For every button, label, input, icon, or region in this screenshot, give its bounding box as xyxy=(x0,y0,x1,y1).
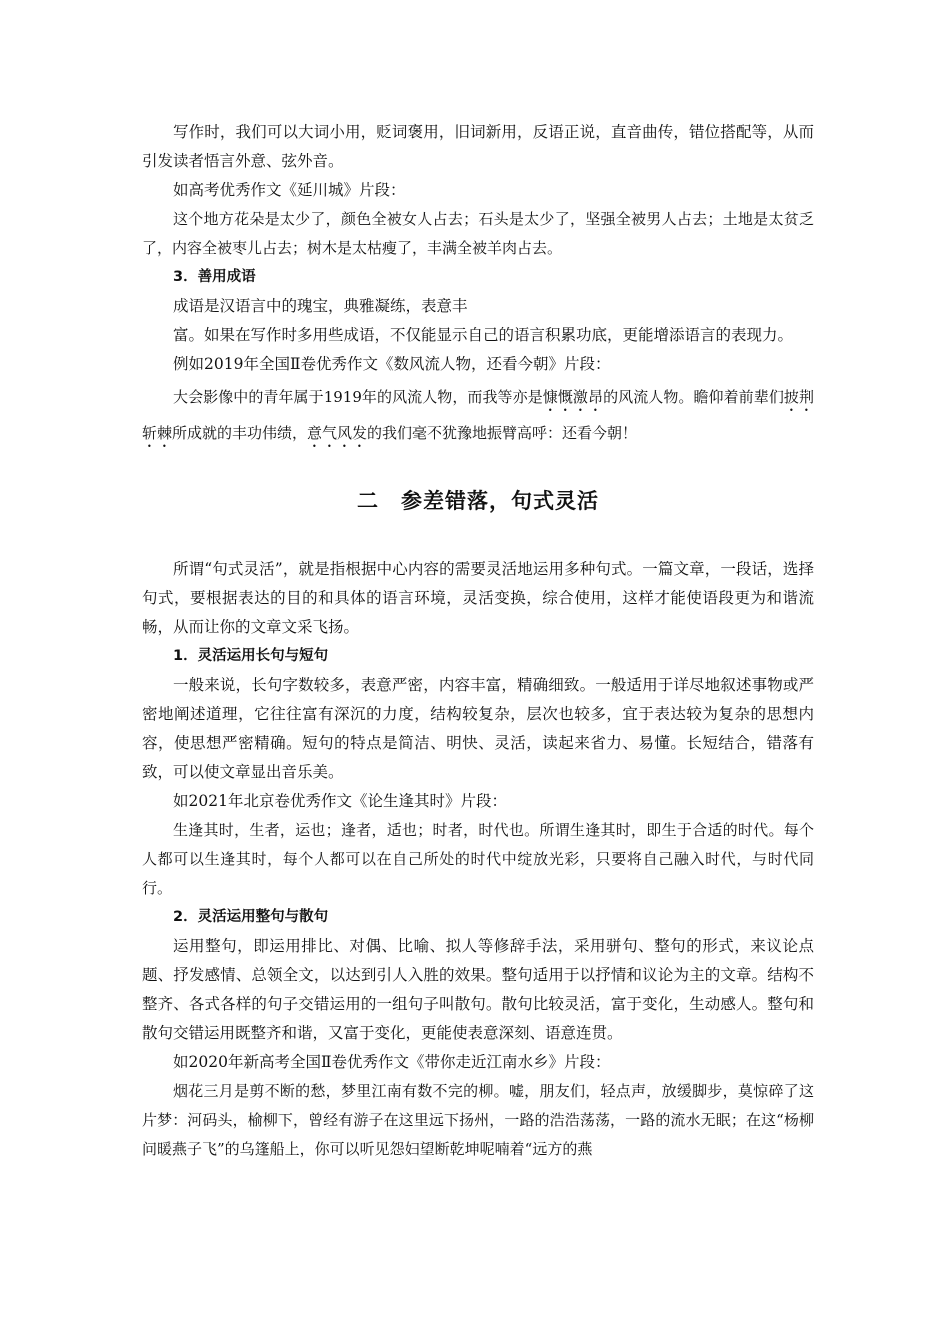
paragraph-parallel-loose: 运用整句，即运用排比、对偶、比喻、拟人等修辞手法，采用骈句、整句的形式，来议论点题、抒发感情、总领全文，以达到引人入胜的效果。整句适用于以抒情和议论为主的文章。结构不整齐、各式各样的句子交错运用的一组句子叫散句。散句比较灵活，富于变化，生动感人。整句和散句交错运用既整齐和谐，又富于变化，更能使表意深刻、语意连贯。 xyxy=(142,937,814,1042)
example-quote-2021: 生逢其时，生者，运也；逢者，适也；时者，时代也。所谓生逢其时，即生于合适的时代。每个人都可以生逢其时，每个人都可以在自己所处的时代中绽放光彩，只要将自己融入时代，与时代同行。 xyxy=(142,821,814,897)
paragraph-sentence-intro: 所谓“句式灵活”，就是指根据中心内容的需要灵活地运用多种句式。一篇文章，一段话，选择句式，要根据表达的目的和具体的语言环境，灵活变换，综合使用，这样才能使语段更为和谐流畅，从而让你的文章文采飞扬。 xyxy=(142,560,814,636)
quote-text: 大会影像中的青年属于1919年的风流人物，而我等亦是 xyxy=(173,388,543,406)
subheading-idioms: 3．善用成语 xyxy=(173,269,256,285)
emphasized-idiom: 披荆斩棘 xyxy=(142,388,814,442)
subheading-long-short: 1．灵活运用长句与短句 xyxy=(173,648,329,664)
quote-text: 的风流人物。瞻仰着前辈们 xyxy=(603,388,784,406)
quote-text: 所成就的丰功伟绩， xyxy=(172,424,308,442)
document-page xyxy=(142,118,814,1164)
example-quote-2019 xyxy=(142,379,814,451)
example-intro-2019: 例如2019年全国Ⅱ卷优秀作文《数风流人物，还看今朝》片段： xyxy=(173,355,611,373)
paragraph-long-short: 一般来说，长句字数较多，表意严密，内容丰富，精确细致。一般适用于详尽地叙述事物或严密地阐述道理，它往往富有深沉的力度，结构较复杂，层次也较多，宜于表达较为复杂的思想内容，使思想严密精确。短句的特点是简洁、明快、灵活，读起来省力、易懂。长短结合，错落有致，可以使文章显出音乐美。 xyxy=(142,676,814,781)
example-quote-yanchuan: 这个地方花朵是太少了，颜色全被女人占去；石头是太少了，坚强全被男人占去；土地是太贫乏了，内容全被枣儿占去；树木是太枯瘦了，丰满全被羊肉占去。 xyxy=(142,210,814,257)
emphasized-idiom: 意气风发 xyxy=(307,424,368,442)
example-intro-2021: 如2021年北京卷优秀作文《论生逢其时》片段： xyxy=(173,792,507,810)
emphasized-idiom: 慷慨激昂 xyxy=(542,388,604,406)
example-intro-yanchuan: 如高考优秀作文《延川城》片段： xyxy=(173,181,406,199)
paragraph-word-usage: 写作时，我们可以大词小用，贬词褒用，旧词新用，反语正说，直音曲传，错位搭配等，从而引发读者悟言外意、弦外音。 xyxy=(142,123,814,170)
example-intro-2020: 如2020年新高考全国Ⅱ卷优秀作文《带你走近江南水乡》片段： xyxy=(173,1053,611,1071)
quote-text: 的我们毫不犹豫地振臂高呼：还看今朝！ xyxy=(367,424,638,442)
subheading-parallel-loose: 2．灵活运用整句与散句 xyxy=(173,909,329,925)
paragraph-idioms-line2: 富。如果在写作时多用些成语，不仅能显示自己的语言积累功底，更能增添语言的表现力。 xyxy=(173,326,794,344)
example-quote-2020: 烟花三月是剪不断的愁，梦里江南有数不完的柳。嘘，朋友们，轻点声，放缓脚步，莫惊碎了这片梦：河码头，榆柳下，曾经有游子在这里远下扬州，一路的浩浩荡荡，一路的流水无眠；在这“杨柳问暖燕子飞”的乌篷船上，你可以听见怨妇望断乾坤呢喃着“远方的燕 xyxy=(142,1082,814,1158)
section-title: 二 参差错落，句式灵活 xyxy=(357,489,599,513)
paragraph-idioms-line1: 成语是汉语言中的瑰宝，典雅凝练，表意丰 xyxy=(173,297,468,315)
